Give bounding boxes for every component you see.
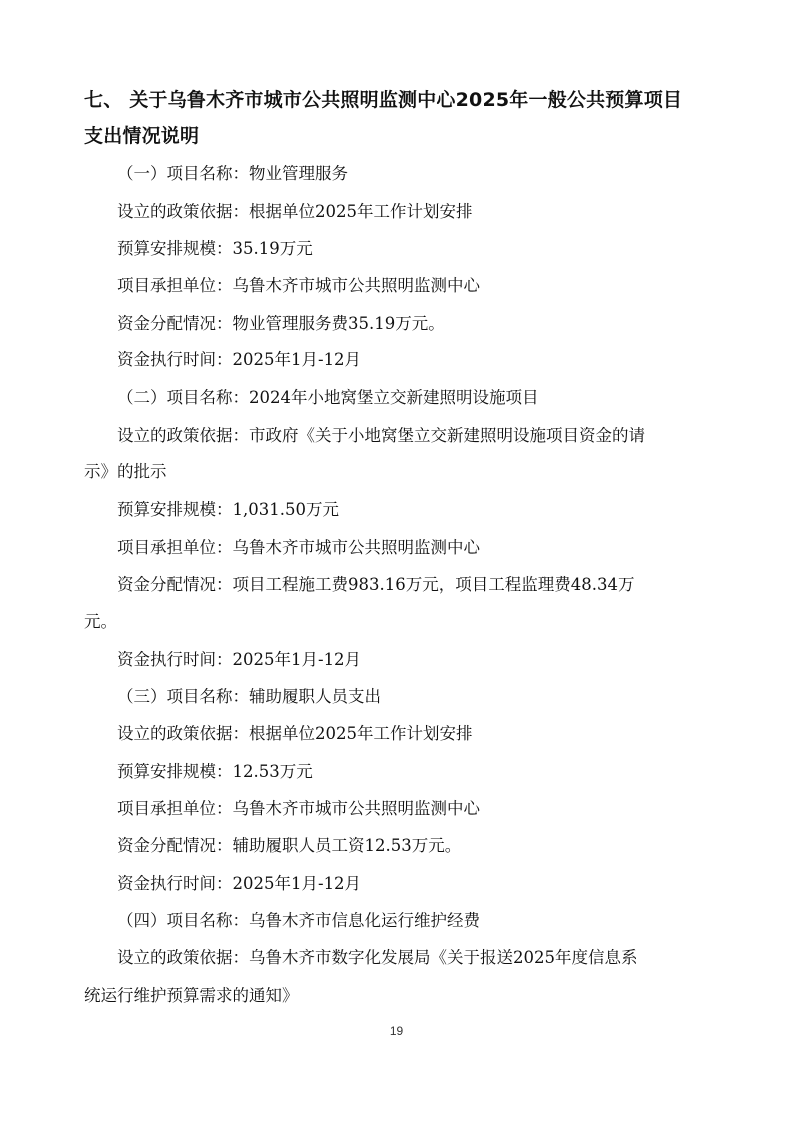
project-3-time: 资金执行时间：2025年1月-12月 — [117, 874, 362, 893]
project-4-title: （四）项目名称：乌鲁木齐市信息化运行维护经费 — [117, 911, 480, 930]
page-number: 19 — [389, 1024, 404, 1038]
project-3-unit: 项目承担单位：乌鲁木齐市城市公共照明监测中心 — [117, 799, 480, 818]
project-1-scale: 预算安排规模：35.19万元 — [117, 239, 313, 258]
project-2-allocation-line-1: 资金分配情况：项目工程施工费983.16万元，项目工程监理费48.34万 — [117, 575, 635, 594]
project-1-title: （一）项目名称：物业管理服务 — [117, 164, 348, 183]
project-3-policy: 设立的政策依据：根据单位2025年工作计划安排 — [117, 724, 473, 743]
project-4-policy-line-2: 统运行维护预算需求的通知》 — [84, 986, 299, 1005]
project-2-title: （二）项目名称：2024年小地窝堡立交新建照明设施项目 — [117, 388, 539, 407]
project-1-policy: 设立的政策依据：根据单位2025年工作计划安排 — [117, 202, 473, 221]
project-3-allocation: 资金分配情况：辅助履职人员工资12.53万元。 — [117, 836, 462, 855]
project-2-policy-line-2: 示》的批示 — [84, 462, 167, 481]
section-heading-line-2: 支出情况说明 — [84, 125, 200, 147]
project-3-scale: 预算安排规模：12.53万元 — [117, 762, 313, 781]
project-1-allocation: 资金分配情况：物业管理服务费35.19万元。 — [117, 314, 445, 333]
section-heading-line-1: 七、 关于乌鲁木齐市城市公共照明监测中心2025年一般公共预算项目 — [84, 89, 683, 111]
project-2-time: 资金执行时间：2025年1月-12月 — [117, 650, 362, 669]
project-2-scale: 预算安排规模：1,031.50万元 — [117, 500, 339, 519]
project-3-title: （三）项目名称：辅助履职人员支出 — [117, 687, 381, 706]
project-2-unit: 项目承担单位：乌鲁木齐市城市公共照明监测中心 — [117, 538, 480, 557]
project-2-allocation-line-2: 元。 — [84, 612, 117, 631]
project-1-time: 资金执行时间：2025年1月-12月 — [117, 350, 362, 369]
project-2-policy-line-1: 设立的政策依据：市政府《关于小地窝堡立交新建照明设施项目资金的请 — [117, 426, 645, 445]
project-4-policy-line-1: 设立的政策依据：乌鲁木齐市数字化发展局《关于报送2025年度信息系 — [117, 948, 638, 967]
project-1-unit: 项目承担单位：乌鲁木齐市城市公共照明监测中心 — [117, 276, 480, 295]
